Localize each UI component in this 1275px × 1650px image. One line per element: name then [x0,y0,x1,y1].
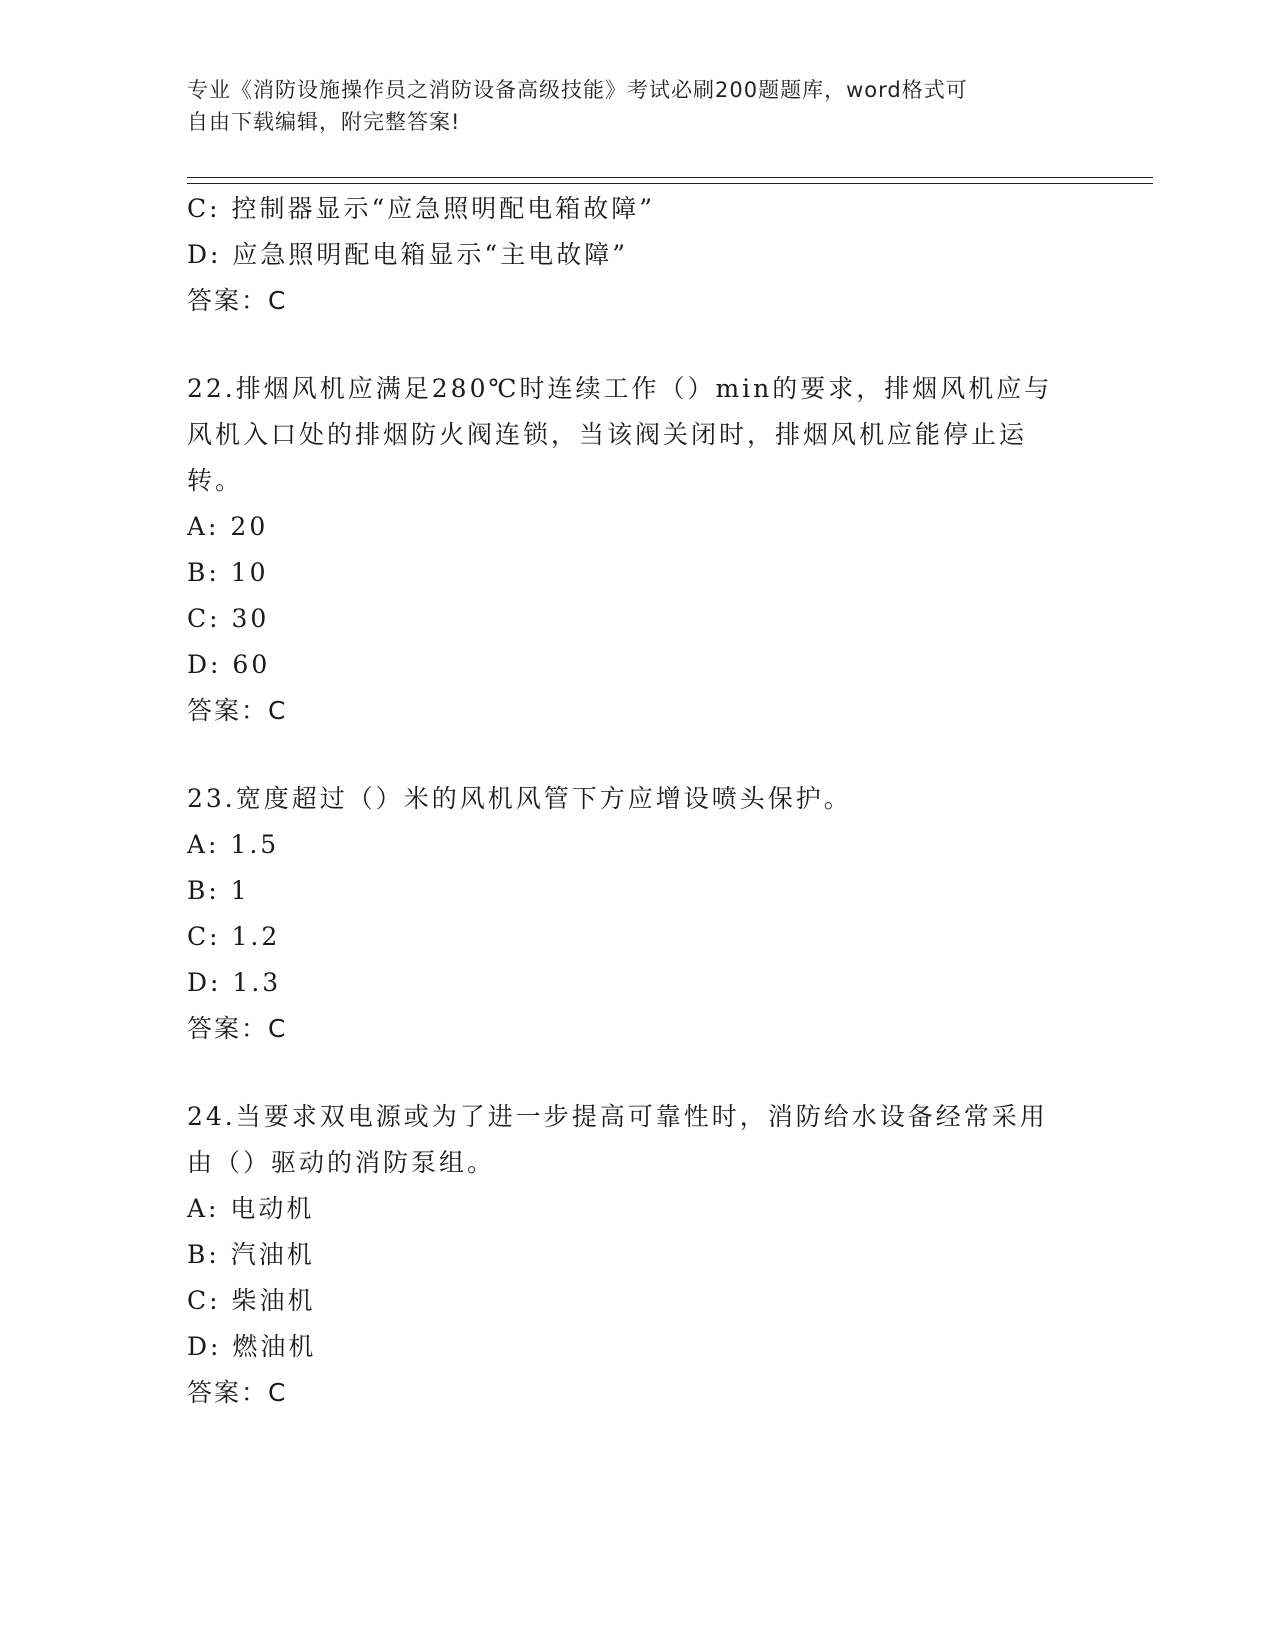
answer: 答案：C [187,1014,288,1043]
question-list [187,186,1087,1416]
option-a: A: 1.5 [187,830,280,859]
option-c: C: 柴油机 [187,1286,316,1315]
option-b: B: 汽油机 [187,1240,315,1269]
option-b: B: 1 [187,876,250,905]
header-divider-top [187,177,1153,178]
option-d: D: 燃油机 [187,1332,317,1361]
option-b: B: 10 [187,558,269,587]
option-d: D: 应急照明配电箱显示“主电故障” [187,240,628,269]
header-divider-bottom [187,183,1153,184]
header-line-1: 专业《消防设施操作员之消防设备高级技能》考试必刷200题题库，word格式可 [187,78,968,102]
answer: 答案：C [187,1378,288,1407]
option-a: A: 电动机 [187,1194,315,1223]
question-text-line-1: 22.排烟风机应满足280℃时连续工作（）min的要求，排烟风机应与 [187,374,1053,403]
question-21 [187,186,1087,324]
option-c: C: 1.2 [187,922,281,951]
spacer [187,734,1087,776]
option-c: C: 30 [187,604,270,633]
option-c: C: 控制器显示“应急照明配电箱故障” [187,194,656,223]
header-line-2: 自由下载编辑，附完整答案! [187,110,461,134]
question-text-line-2: 由（）驱动的消防泵组。 [187,1148,496,1177]
spacer [187,324,1087,366]
option-d: D: 60 [187,650,271,679]
question-23 [187,776,1087,1052]
document-header [187,74,1067,138]
question-text-line-1: 23.宽度超过（）米的风机风管下方应增设喷头保护。 [187,784,852,813]
spacer [187,1052,1087,1094]
question-text-line-2: 风机入口处的排烟防火阀连锁，当该阀关闭时，排烟风机应能停止运 [187,420,1028,449]
option-a: A: 20 [187,512,269,541]
question-22 [187,366,1087,734]
question-24 [187,1094,1087,1416]
option-d: D: 1.3 [187,968,282,997]
answer: 答案：C [187,286,288,315]
question-text-line-1: 24.当要求双电源或为了进一步提高可靠性时，消防给水设备经常采用 [187,1102,1048,1131]
question-text-line-3: 转。 [187,466,244,495]
answer: 答案：C [187,696,288,725]
